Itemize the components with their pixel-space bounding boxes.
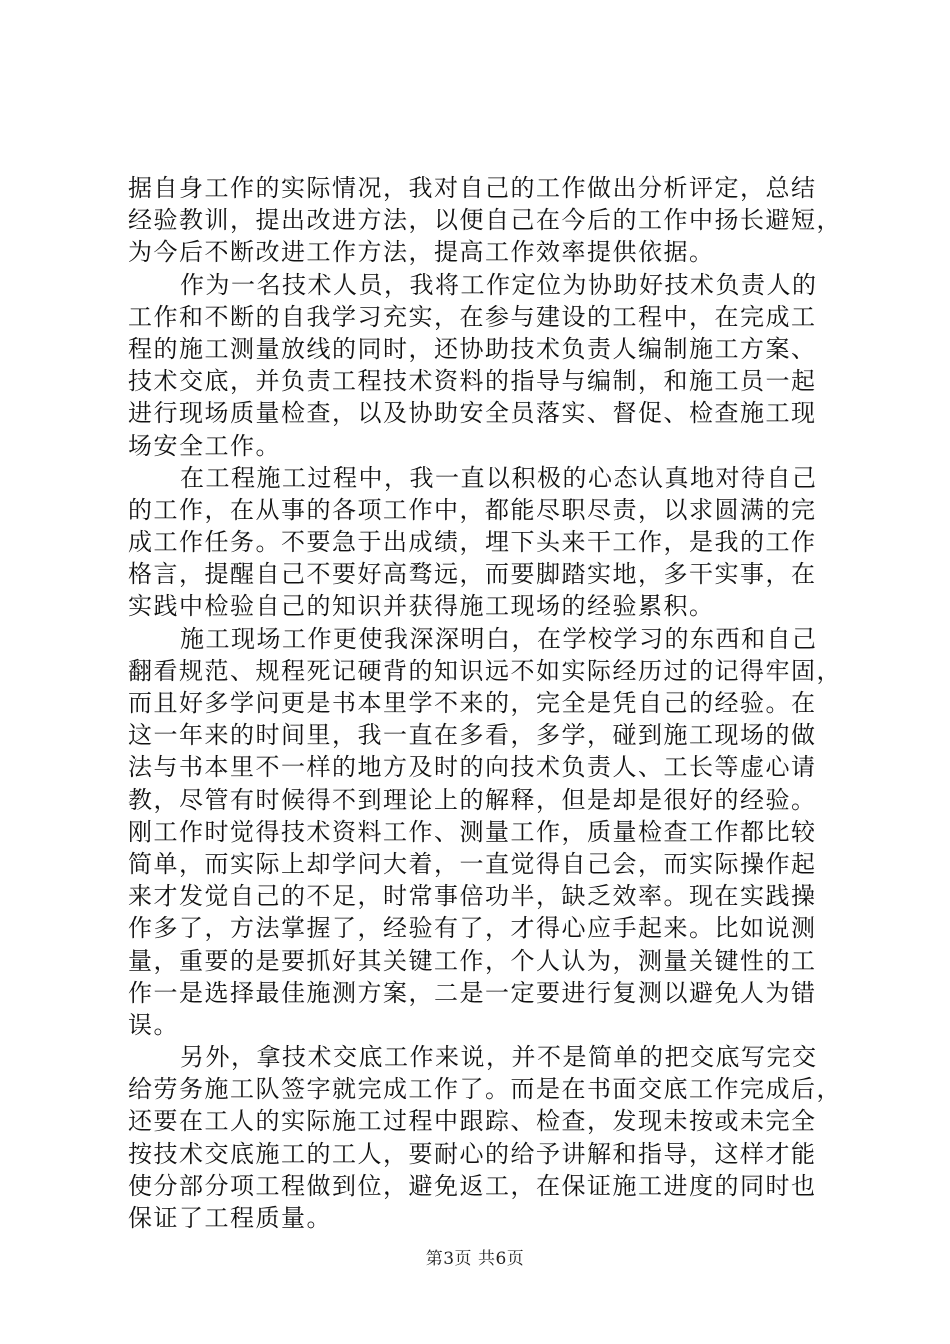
text-line: 经验教训，提出改进方法，以便自己在今后的工作中扬长避短， xyxy=(128,206,842,235)
text-line: 场安全工作。 xyxy=(128,431,281,460)
text-line: 还要在工人的实际施工过程中跟踪、检查，发现未按或未完全 xyxy=(128,1107,817,1136)
paragraph-start-line: 另外，拿技术交底工作来说，并不是简单的把交底写完交 xyxy=(180,1043,818,1072)
text-line: 作多了，方法掌握了，经验有了，才得心应手起来。比如说测 xyxy=(128,914,817,943)
text-line: 进行现场质量检查，以及协助安全员落实、督促、检查施工现 xyxy=(128,399,817,428)
text-line: 而且好多学问更是书本里学不来的，完全是凭自己的经验。在 xyxy=(128,689,817,717)
text-line: 简单，而实际上却学问大着，一直觉得自己会，而实际操作起 xyxy=(128,849,817,878)
text-line: 翻看规范、规程死记硬背的知识远不如实际经历过的记得牢固， xyxy=(128,656,842,685)
text-line: 据自身工作的实际情况，我对自己的工作做出分析评定，总结 xyxy=(128,174,817,202)
text-line: 量，重要的是要抓好其关键工作，个人认为，测量关键性的工 xyxy=(128,946,817,975)
text-line: 程的施工测量放线的同时，还协助技术负责人编制施工方案、 xyxy=(128,334,817,363)
text-line: 法与书本里不一样的地方及时的向技术负责人、工长等虚心请 xyxy=(128,753,817,782)
text-line: 实践中检验自己的知识并获得施工现场的经验累积。 xyxy=(128,592,715,621)
text-line: 使分部分项工程做到位，避免返工，在保证施工进度的同时也 xyxy=(128,1171,817,1200)
paragraph-start-line: 在工程施工过程中，我一直以积极的心态认真地对待自己 xyxy=(180,463,818,492)
paragraph-start-line: 施工现场工作更使我深深明白，在学校学习的东西和自己 xyxy=(180,624,818,653)
text-line: 这一年来的时间里，我一直在多看，多学，碰到施工现场的做 xyxy=(128,721,817,750)
text-line: 刚工作时觉得技术资料工作、测量工作，质量检查工作都比较 xyxy=(128,817,817,846)
text-line: 误。 xyxy=(128,1010,179,1039)
text-line: 技术交底，并负责工程技术资料的指导与编制，和施工员一起 xyxy=(128,367,817,396)
text-line: 教，尽管有时候得不到理论上的解释，但是却是很好的经验。 xyxy=(128,785,817,814)
text-line: 格言，提醒自己不要好高骛远，而要脚踏实地，多干实事，在 xyxy=(128,560,817,589)
page-number-footer: 第3页 共6页 xyxy=(425,1249,525,1269)
text-line: 作一是选择最佳施测方案，二是一定要进行复测以避免人为错 xyxy=(128,978,817,1007)
text-line: 成工作任务。不要急于出成绩，埋下头来干工作，是我的工作 xyxy=(128,528,817,557)
paragraph-start-line: 作为一名技术人员，我将工作定位为协助好技术负责人的 xyxy=(180,270,818,299)
text-line: 的工作，在从事的各项工作中，都能尽职尽责，以求圆满的完 xyxy=(128,495,817,524)
text-line: 给劳务施工队签字就完成工作了。而是在书面交底工作完成后， xyxy=(128,1075,842,1104)
text-line: 工作和不断的自我学习充实，在参与建设的工程中，在完成工 xyxy=(128,302,817,331)
text-line: 为今后不断改进工作方法，提高工作效率提供依据。 xyxy=(128,238,715,267)
text-line: 保证了工程质量。 xyxy=(128,1204,332,1232)
text-line: 来才发觉自己的不足，时常事倍功半，缺乏效率。现在实践操 xyxy=(128,882,817,911)
text-line: 按技术交底施工的工人，要耐心的给予讲解和指导，这样才能 xyxy=(128,1139,817,1168)
body-text xyxy=(128,172,842,1234)
